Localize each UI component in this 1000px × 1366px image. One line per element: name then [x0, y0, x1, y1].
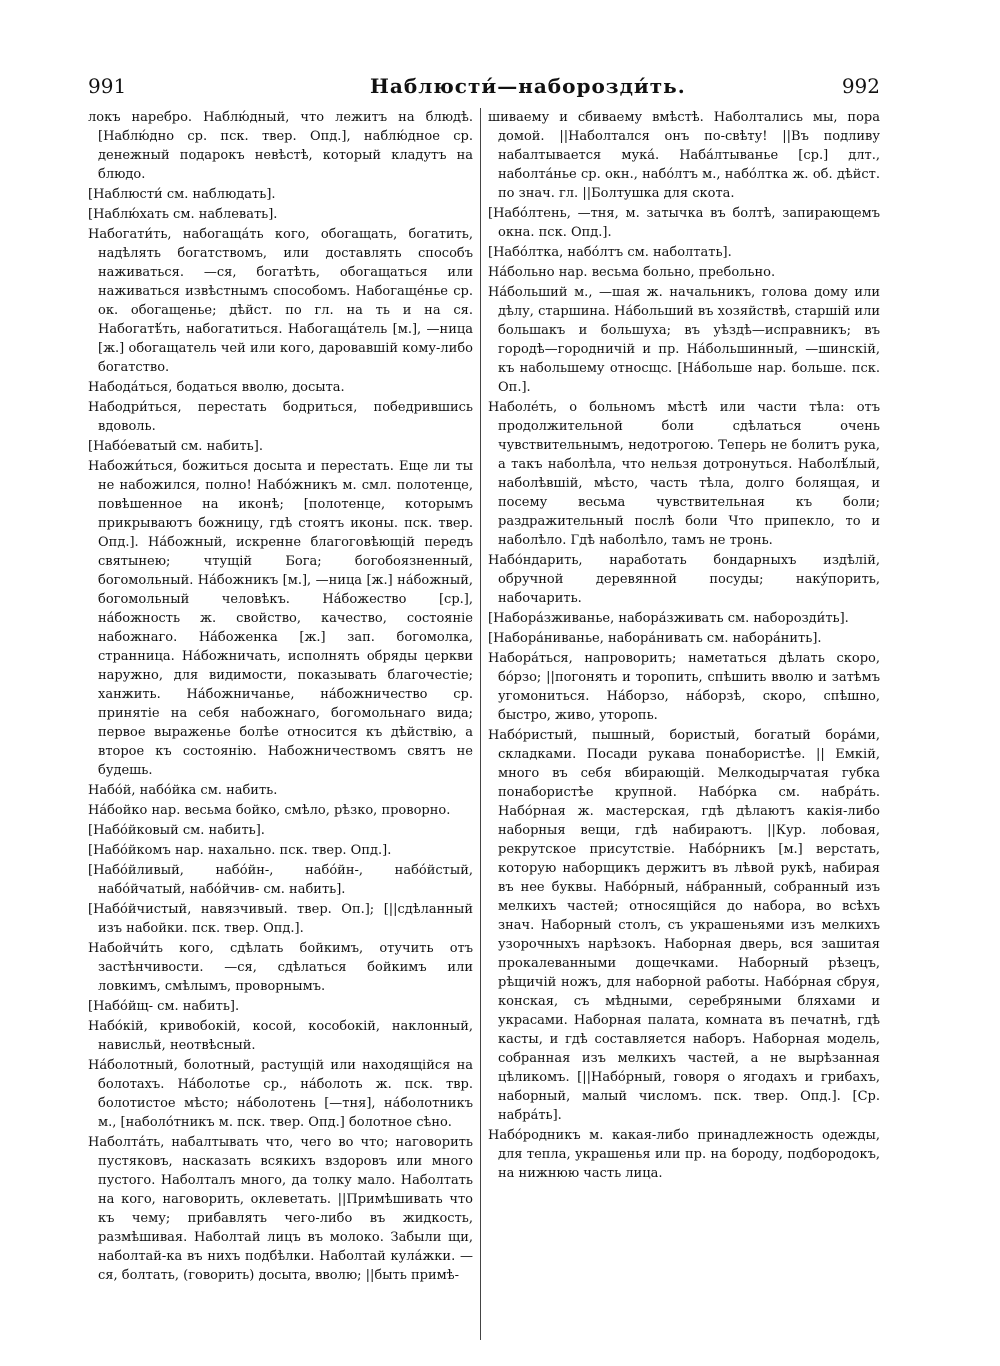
page-number-left: 991 — [88, 74, 127, 98]
page-header — [0, 74, 1000, 104]
entry: [Набора́зживанье, набора́зживать см. наборозди́ть]. — [488, 611, 849, 626]
entry: Набожи́ться, божиться досыта и перестать. Еще ли ты не набожился, полно! Набо́жникъ м. смл. полотенце, повѣшенное на иконѣ; [полотенце, которымъ прикрываютъ божницу, гдѣ стоятъ иконы. пск. твер. Опд.]. На́божный, искренне благоговѣющій передъ святынею; чтущій Бога; богобоязненный, богомольный. На́божникъ [м.], —ница [ж.] на́божный, богомольный человѣкъ. На́божество [ср.], на́божность ж. свойство, качество, состояніе набожнаго. На́боженка [ж.] зап. богомолка, странница. На́божничать, исполнять обряды церкви наружно, для видимости, показывать благочестіе; ханжить. На́божничанье, на́божничество ср. принятіе на себя набожнаго, богомольнаго вида; первое выраженье болѣе относится къ дѣйствію, а второе къ состоянію. Набожничествомъ святъ не будешь. — [88, 459, 473, 778]
entry: На́больно нар. весьма больно, пребольно. — [488, 265, 776, 280]
entry: [Набо́йщ- см. набить]. — [88, 999, 240, 1014]
entry: Набо́й, набо́йка см. набить. — [88, 783, 278, 798]
entry: Набода́ться, бодаться вволю, досыта. — [88, 380, 345, 395]
right-column — [488, 108, 880, 1184]
entry: [Набо́йкомъ нар. нахально. пск. твер. Опд.]. — [88, 843, 392, 858]
entry: Набодри́ться, перестать бодриться, победрившись вдоволь. — [88, 400, 473, 434]
entry: [Набо́йковый см. набить]. — [88, 823, 265, 838]
entry: Набора́ться, напроворить; наметаться дѣлать скоро, бо́рзо; ||погонять и торопить, спѣшить вволю и затѣмъ угомониться. На́борзо, на́борзѣ, скоро, спѣшно, быстро, живо, уторопь. — [488, 651, 880, 723]
entry: На́больший м., —шая ж. начальникъ, голова дому или дѣлу, старшина. На́больший въ хозяйствѣ, старшій или большакъ и большуха; въ уѣздѣ—исправникъ; въ городѣ—городничій и пр. На́большинный, —шинскій, къ набольшему относщс. [На́больше нар. больше. пск. Оп.]. — [488, 285, 880, 395]
entry: [Наблюсти́ см. наблюдать]. — [88, 187, 276, 202]
entry: На́бойко нар. весьма бойко, смѣло, рѣзко, проворно. — [88, 803, 451, 818]
left-column — [88, 108, 473, 1286]
column-divider — [480, 108, 481, 1340]
entry: [Набо́йчистый, навязчивый. твер. Оп.]; [||сдѣланный изъ набойки. пск. твер. Опд.]. — [88, 902, 473, 936]
entry: Набо́ндарить, наработать бондарныхъ издѣлій, обручной деревянной посуды; наку́порить, набочарить. — [488, 553, 880, 606]
entry: [Набо́еватый см. набить]. — [88, 439, 263, 454]
entry: [Наблю́хать см. наблевать]. — [88, 207, 278, 222]
entry: [Набора́ниванье, набора́нивать см. набора́нить]. — [488, 631, 822, 646]
entry: Наболе́ть, о больномъ мѣстѣ или части тѣла: отъ продолжительной боли сдѣлаться очень чувствительнымъ, недотрогою. Теперь не болитъ рука, а такъ наболѣла, что нельзя дотронуться. Наболѣ́лый, наболѣвшій, мѣсто, часть тѣла, долго болящая, и посему весьма чувствительная къ боли; раздражительный послѣ боли Что припекло, то и наболѣло. Гдѣ наболѣло, тамъ не тронь. — [488, 400, 880, 548]
entry: [Набо́лтень, —тня, м. затычка въ болтѣ, запирающемъ окна. пск. Опд.]. — [488, 206, 880, 240]
entry: локъ наребро. Наблю́дный, что лежитъ на блюдѣ. [Наблю́дно ср. пск. твер. Опд.], наблю́дное ср. денежный подарокъ невѣстѣ, который кладутъ на блюдо. — [88, 110, 473, 182]
entry: шиваему и сбиваему вмѣстѣ. Наболтались мы, пора домой. ||Наболтался онъ по-свѣту! ||Въ подливу набалтывается мука́. Наба́лтыванье [ср.] длт., наболта́нье ср. окн., набо́лтъ м., набо́лтка ж. об. дѣйст. по знач. гл. ||Болтушка для скота. — [488, 110, 880, 201]
entry: [Набо́лтка, набо́лтъ см. наболтать]. — [488, 245, 732, 260]
entry: Набо́ристый, пышный, бористый, богатый бора́ми, складками. Посади рукава понабористѣе. || Емкій, много въ себя вбирающій. Мелкодырчатая губка понабористѣе крупной. Набо́рка см. набра́ть. Набо́рная ж. мастерская, гдѣ дѣлаютъ какія-либо наборныя вещи, гдѣ набираютъ. ||Кур. лобовая, рекрутское присутствіе. Набо́рникъ [м.] верстать, которую наборщикъ держитъ въ лѣвой рукѣ, набирая въ нее буквы. Набо́рный, на́бранный, собранный изъ мелкихъ частей; относящійся до набора, во всѣхъ знач. Наборный столъ, съ украшеньями изъ мелкихъ узорочныхъ нарѣзокъ. Наборная дверь, вся зашитая прокалеванными дощечками. Наборный рѣзецъ, рѣщичій ножъ, для наборной работы. Набо́рная сбруя, конская, съ мѣдными, серебряными бляхами и украсами. Наборная палата, комната въ печатнѣ, гдѣ касты, и гдѣ составляется наборъ. Наборная модель, собранная изъ мелкихъ частей, а не вырѣзанная цѣликомъ. [||Набо́рный, говоря о ягодахъ и грибахъ, наборный, малый числомъ. пск. твер. Опд.]. [Ср. набра́ть]. — [488, 728, 880, 1123]
entry: Набо́родникъ м. какая-либо принадлежность одежды, для тепла, украшенья или пр. на бороду, подбородокъ, на нижнюю часть лица. — [488, 1128, 880, 1181]
entry: Набойчи́ть кого, сдѣлать бойкимъ, отучить отъ застѣнчивости. —ся, сдѣлаться бойкимъ или ловкимъ, смѣлымъ, проворнымъ. — [88, 941, 473, 994]
entry: Наболта́ть, набалтывать что, чего во что; наговорить пустяковъ, насказать всякихъ вздоровъ или много пустого. Наболталъ много, да толку мало. Наболтать на кого, наговорить, оклеветать. ||Примѣшивать что къ чему; прибавлять чего-либо въ жидкость, размѣшивая. Наболтай лицъ въ молоко. Забыли щи, наболтай-ка въ нихъ подбѣлки. Наболтай кула́жки. —ся, болтать, (говорить) досыта, вволю; ||быть примѣ- — [88, 1135, 473, 1283]
entry: На́болотный, болотный, растущій или находящійся на болотахъ. На́болотье ср., на́болоть ж. пск. твр. болотистое мѣсто; на́болотень [—тня], на́болотникъ м., [наболо́тникъ м. пск. твер. Опд.] болотное сѣно. — [88, 1058, 473, 1130]
entry: Набо́кій, кривобокій, косой, кособокій, наклонный, нависльй, неотвѣсный. — [88, 1019, 473, 1053]
entry: Набогати́ть, набогаща́ть кого, обогащать, богатить, надѣлять богатствомъ, или доставлять способъ наживаться. —ся, богатѣть, обогащаться или наживаться извѣстнымъ способомъ. Набогаще́нье ср. ок. обогащенье; дѣйст. по гл. на ть и на ся. Набогатѣ́ть, набогатиться. Набогаща́тель [м.], —ница [ж.] обогащатель чей или кого, даровавшій кому-либо богатство. — [88, 227, 473, 375]
page-number-right: 992 — [841, 74, 880, 98]
entry: [Набо́йливый, набо́йн-, набо́йн-, набо́йстый, набо́йчатый, набо́йчив- см. набить]. — [88, 863, 473, 897]
running-title: Наблюсти́—наборозди́ть. — [370, 74, 686, 98]
